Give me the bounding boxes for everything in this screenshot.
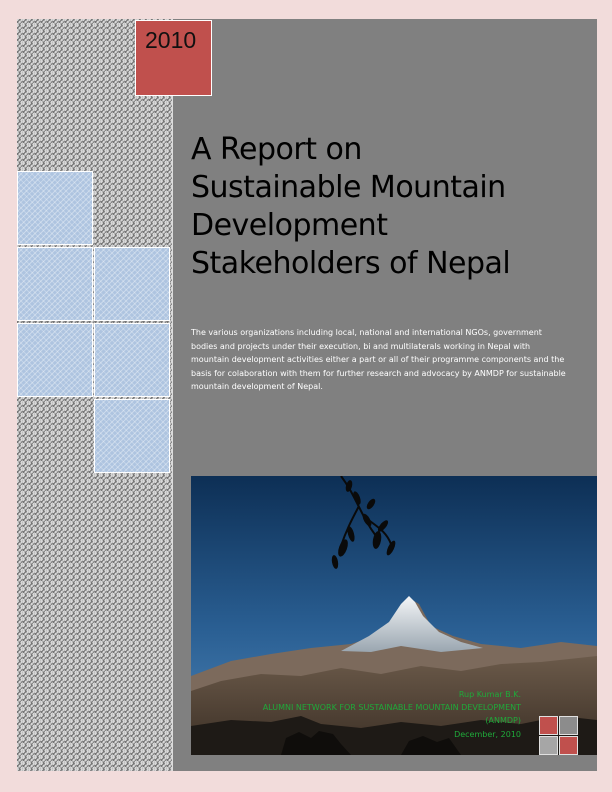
blue-tile: [94, 323, 170, 397]
blue-tile: [17, 171, 93, 245]
blue-tile: [94, 247, 170, 321]
report-abstract: The various organizations including local, national and international NGOs, government bodies and projects under their execution, bi and multilaterals working in Nepal with mountain development activities either a part or all of their programme components and the basis for colaboration with them for further research and advocacy by ANMDP for sustainable mountain development of Nepal.: [191, 328, 566, 392]
author-name: Rup Kumar B.K.: [458, 690, 521, 699]
blue-tile: [17, 323, 93, 397]
mini-cell-red: [559, 736, 578, 755]
cover-page: [17, 19, 597, 771]
blue-tile: [94, 399, 170, 473]
title-line: Development: [191, 208, 388, 243]
year-text: 2010: [145, 27, 197, 53]
report-title: [191, 131, 591, 283]
mini-cell-gray: [539, 736, 558, 755]
report-credits: [141, 688, 521, 741]
year-badge: [135, 20, 212, 96]
mini-cell-red: [539, 716, 558, 735]
organization-name: ALUMNI NETWORK FOR SUSTAINABLE MOUNTAIN DEVELOPMENT: [262, 703, 521, 713]
blue-tile: [17, 247, 93, 321]
title-line: Sustainable Mountain: [191, 170, 506, 205]
mini-cell-gray: [559, 716, 578, 735]
organization-acronym: (ANMDP): [485, 716, 521, 726]
title-line: A Report on: [191, 132, 362, 167]
report-date: December, 2010: [454, 729, 521, 739]
decorative-mini-grid: [539, 716, 581, 758]
title-line: Stakeholders of Nepal: [191, 246, 511, 281]
